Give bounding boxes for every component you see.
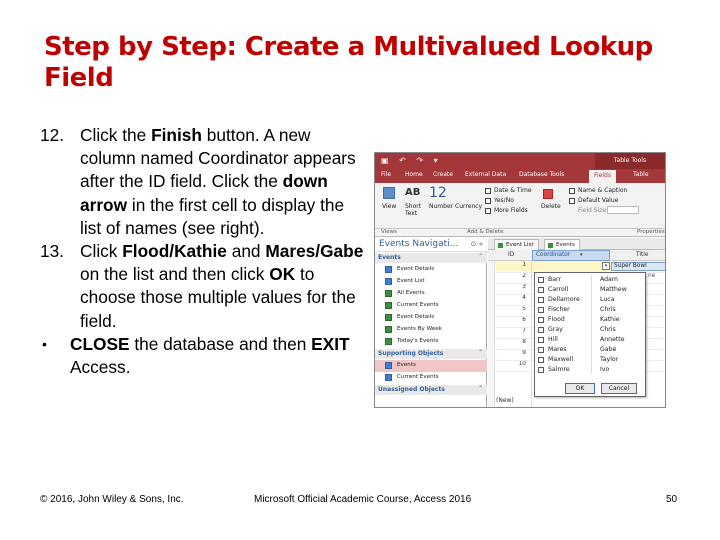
- chevron-up-icon: ⌃: [477, 385, 483, 392]
- nav-item-all-events[interactable]: [385, 288, 483, 300]
- first-name: Chris: [600, 306, 616, 313]
- nav-item-label: Events: [397, 362, 416, 368]
- dropdown-option-mares[interactable]: [538, 345, 644, 355]
- report-icon: [385, 302, 392, 309]
- number-icon: 12: [429, 185, 447, 201]
- nav-section-unassigned-objects[interactable]: [375, 385, 487, 395]
- nav-section-events[interactable]: [375, 253, 487, 263]
- yes-no-icon: [485, 198, 491, 204]
- field-size-label: Field Size: [578, 207, 607, 214]
- navigation-pane: [375, 238, 487, 408]
- yes-no-button[interactable]: Yes/No: [494, 197, 514, 204]
- coordinator-dropdown-list: [534, 272, 646, 397]
- step-text: button. A new column named Coordinator appears after the ID field. Click the: [80, 125, 356, 192]
- short-text-button[interactable]: Short Text: [405, 203, 422, 217]
- more-fields-icon: [485, 208, 491, 214]
- checkbox[interactable]: [538, 347, 544, 353]
- last-name: Dellamore: [548, 296, 580, 303]
- datasheet-header: [488, 250, 666, 261]
- short-text-icon: AB: [405, 187, 421, 198]
- emphasis-flood-kathie: Flood/Kathie: [122, 241, 227, 262]
- title-column-header[interactable]: Title: [636, 252, 649, 258]
- dropdown-arrow-icon: ▾: [580, 252, 583, 258]
- first-name: Matthew: [600, 286, 627, 293]
- page-number: 50: [666, 494, 678, 505]
- first-name: Luca: [600, 296, 615, 303]
- emphasis-ok: OK: [269, 264, 296, 285]
- views-group-label: Views: [381, 229, 397, 235]
- nav-item-current-events-query[interactable]: [385, 372, 483, 384]
- report-icon: [385, 290, 392, 297]
- nav-item-current-events-report[interactable]: [385, 300, 483, 312]
- step-text: Click: [80, 241, 123, 262]
- id-cell[interactable]: 9: [522, 350, 526, 356]
- nav-item-event-list[interactable]: [385, 276, 483, 288]
- more-fields-button[interactable]: More Fields: [494, 207, 528, 214]
- nav-item-label: Current Events: [397, 374, 439, 380]
- access-screenshot: [374, 152, 666, 408]
- nav-item-label: Event List: [397, 278, 425, 284]
- nav-item-todays-events[interactable]: [385, 336, 483, 348]
- delete-icon: [543, 189, 553, 199]
- id-cell[interactable]: 4: [522, 295, 526, 301]
- tab-create[interactable]: Create: [433, 171, 453, 178]
- emphasis-exit: EXIT: [311, 333, 350, 354]
- ribbon: [375, 183, 665, 229]
- nav-collapse-icon[interactable]: ⊙ «: [470, 240, 483, 248]
- id-cell[interactable]: 5: [522, 306, 526, 312]
- context-tab-label: Table Tools: [595, 153, 665, 169]
- coordinator-header-label: Coordinator: [536, 252, 571, 258]
- nav-item-label: Event Details: [397, 314, 435, 320]
- emphasis-finish: Finish: [151, 125, 202, 145]
- tab-fields[interactable]: Fields: [589, 170, 616, 183]
- cancel-button[interactable]: Cancel: [601, 383, 637, 394]
- default-value-icon: [569, 198, 575, 204]
- step-text: on the list and then click: [80, 264, 270, 285]
- instructions: [40, 124, 370, 379]
- field-size-input[interactable]: [607, 206, 639, 214]
- last-name: Salmre: [548, 366, 570, 373]
- date-time-button[interactable]: Date & Time: [494, 187, 532, 194]
- doc-tab-label: Events: [556, 242, 575, 248]
- dropdown-option[interactable]: [538, 295, 644, 305]
- title-cell[interactable]: Super Bowl: [611, 262, 666, 271]
- query-icon: [385, 374, 392, 381]
- ribbon-groups: [375, 229, 665, 237]
- dropdown-option[interactable]: [538, 275, 644, 285]
- first-name: Chris: [600, 326, 616, 333]
- doc-tab-event-list[interactable]: [494, 239, 539, 250]
- step-number: 13.: [40, 241, 65, 262]
- step-text: in the first cell to display the list of names (see right).: [80, 194, 345, 238]
- tab-database-tools[interactable]: Database Tools: [519, 171, 565, 178]
- number-button[interactable]: Number: [429, 203, 454, 210]
- step-text: to choose those multiple values for the field.: [80, 264, 356, 331]
- id-cell[interactable]: 3: [522, 284, 526, 290]
- last-name: Gray: [548, 326, 563, 333]
- id-cell[interactable]: 7: [522, 328, 526, 334]
- nav-section-supporting-objects[interactable]: [375, 349, 487, 359]
- first-name: Kathie: [600, 316, 620, 323]
- doc-tab-label: Event List: [506, 242, 534, 248]
- name-caption-button[interactable]: Name & Caption: [578, 187, 628, 194]
- nav-title: Events Navigati...: [379, 239, 459, 249]
- checkbox[interactable]: [538, 327, 544, 333]
- first-name: Adam: [600, 276, 618, 283]
- form-icon: [385, 278, 392, 285]
- last-name: Fischer: [548, 306, 570, 313]
- id-column-header[interactable]: ID: [508, 252, 515, 258]
- dropdown-option[interactable]: [538, 305, 644, 315]
- footer-copyright: © 2016, John Wiley & Sons, Inc.: [40, 494, 184, 505]
- date-time-icon: [485, 188, 491, 194]
- nav-item-label: Event Details: [397, 266, 435, 272]
- last-name: Flood: [548, 316, 565, 323]
- step-13: [40, 240, 370, 333]
- last-name: Barr: [548, 276, 562, 283]
- chevron-up-icon: ⌃: [477, 253, 483, 260]
- id-cell[interactable]: 1: [522, 262, 526, 268]
- report-icon: [385, 314, 392, 321]
- record-selector-column[interactable]: [488, 261, 495, 408]
- section-title: Events: [378, 254, 401, 261]
- nav-item-event-details-form[interactable]: [385, 264, 483, 276]
- checkbox[interactable]: [538, 317, 544, 323]
- nav-item-label: All Events: [397, 290, 425, 296]
- checkbox[interactable]: [538, 337, 544, 343]
- report-icon: [385, 326, 392, 333]
- step-number: 12.: [40, 125, 65, 145]
- last-name: Hill: [548, 336, 558, 343]
- dropdown-option[interactable]: [538, 335, 644, 345]
- checkbox[interactable]: [538, 297, 544, 303]
- default-value-button[interactable]: Default Value: [578, 197, 619, 204]
- section-title: Supporting Objects: [378, 350, 444, 357]
- coordinator-dropdown-button[interactable]: ▾: [602, 262, 610, 270]
- table-icon: [548, 243, 553, 248]
- properties-group-label: Properties: [637, 229, 665, 235]
- view-icon: [383, 187, 395, 199]
- bullet-marker: •: [42, 335, 47, 352]
- slide-title: Step by Step: Create a Multivalued Lookup Field: [44, 32, 653, 94]
- tab-table[interactable]: Table: [633, 171, 649, 178]
- emphasis-close: CLOSE: [70, 333, 130, 354]
- emphasis-mares-gabe: Mares/Gabe: [265, 241, 364, 262]
- id-cell[interactable]: 10: [518, 361, 526, 367]
- step-12: [40, 124, 370, 240]
- quick-access-icons: ▣ ↶ ↷ ▾: [381, 156, 442, 165]
- tab-external-data[interactable]: External Data: [465, 171, 507, 178]
- emphasis-down-arrow: down arrow: [80, 171, 328, 215]
- last-name: Mares: [548, 346, 567, 353]
- nav-item-events-by-week[interactable]: [385, 324, 483, 336]
- nav-item-events-table[interactable]: [375, 360, 487, 372]
- tab-home[interactable]: Home: [405, 171, 423, 178]
- name-caption-icon: [569, 188, 575, 194]
- nav-item-label: Today's Events: [397, 338, 439, 344]
- section-title: Unassigned Objects: [378, 386, 445, 393]
- id-cell[interactable]: 6: [522, 317, 526, 323]
- nav-item-label: Current Events: [397, 302, 439, 308]
- currency-button[interactable]: Currency: [455, 203, 483, 210]
- step-text: Click the: [80, 125, 152, 145]
- dropdown-option-flood[interactable]: [538, 315, 644, 325]
- footer-course: Microsoft Official Academic Course, Access 2016: [254, 494, 472, 505]
- id-cell[interactable]: 8: [522, 339, 526, 345]
- bullet-close: [40, 333, 370, 379]
- checkbox[interactable]: [538, 367, 544, 373]
- view-button[interactable]: View: [382, 203, 397, 210]
- form-icon: [385, 266, 392, 273]
- report-icon: [385, 338, 392, 345]
- last-name: Carroll: [548, 286, 569, 293]
- chevron-up-icon: ⌃: [477, 349, 483, 356]
- tab-file[interactable]: File: [381, 171, 392, 178]
- first-name: Annette: [600, 336, 625, 343]
- last-name: Maxwell: [548, 356, 574, 363]
- checkbox[interactable]: [538, 307, 544, 313]
- title-cell-partial[interactable]: ne: [648, 273, 656, 279]
- table-icon: [385, 362, 392, 369]
- nav-item-label: Events By Week: [397, 326, 442, 332]
- step-text: the database and then: [129, 333, 312, 354]
- ok-button[interactable]: OK: [565, 383, 595, 394]
- checkbox[interactable]: [538, 287, 544, 293]
- nav-header[interactable]: [375, 238, 487, 252]
- ribbon-tabs: [375, 169, 665, 183]
- checkbox[interactable]: [538, 357, 544, 363]
- new-record-row[interactable]: (New): [496, 397, 514, 404]
- datasheet: [488, 250, 666, 408]
- first-name: Taylor: [600, 356, 619, 363]
- first-name: Gabe: [600, 346, 617, 353]
- dropdown-option[interactable]: [538, 285, 644, 295]
- delete-button[interactable]: Delete: [541, 203, 561, 210]
- checkbox[interactable]: [538, 277, 544, 283]
- doc-tab-events[interactable]: [544, 239, 580, 250]
- step-text: and: [226, 241, 266, 262]
- dropdown-option[interactable]: [538, 365, 644, 375]
- id-cell[interactable]: 2: [522, 273, 526, 279]
- title-bar: [375, 153, 665, 169]
- dropdown-option[interactable]: [538, 355, 644, 365]
- add-delete-group-label: Add & Delete: [467, 229, 504, 235]
- form-icon: [498, 243, 503, 248]
- dropdown-option[interactable]: [538, 325, 644, 335]
- first-name: Ivo: [600, 366, 610, 373]
- document-tabs: [488, 238, 666, 250]
- step-text: Access.: [70, 357, 131, 378]
- nav-item-event-details-report[interactable]: [385, 312, 483, 324]
